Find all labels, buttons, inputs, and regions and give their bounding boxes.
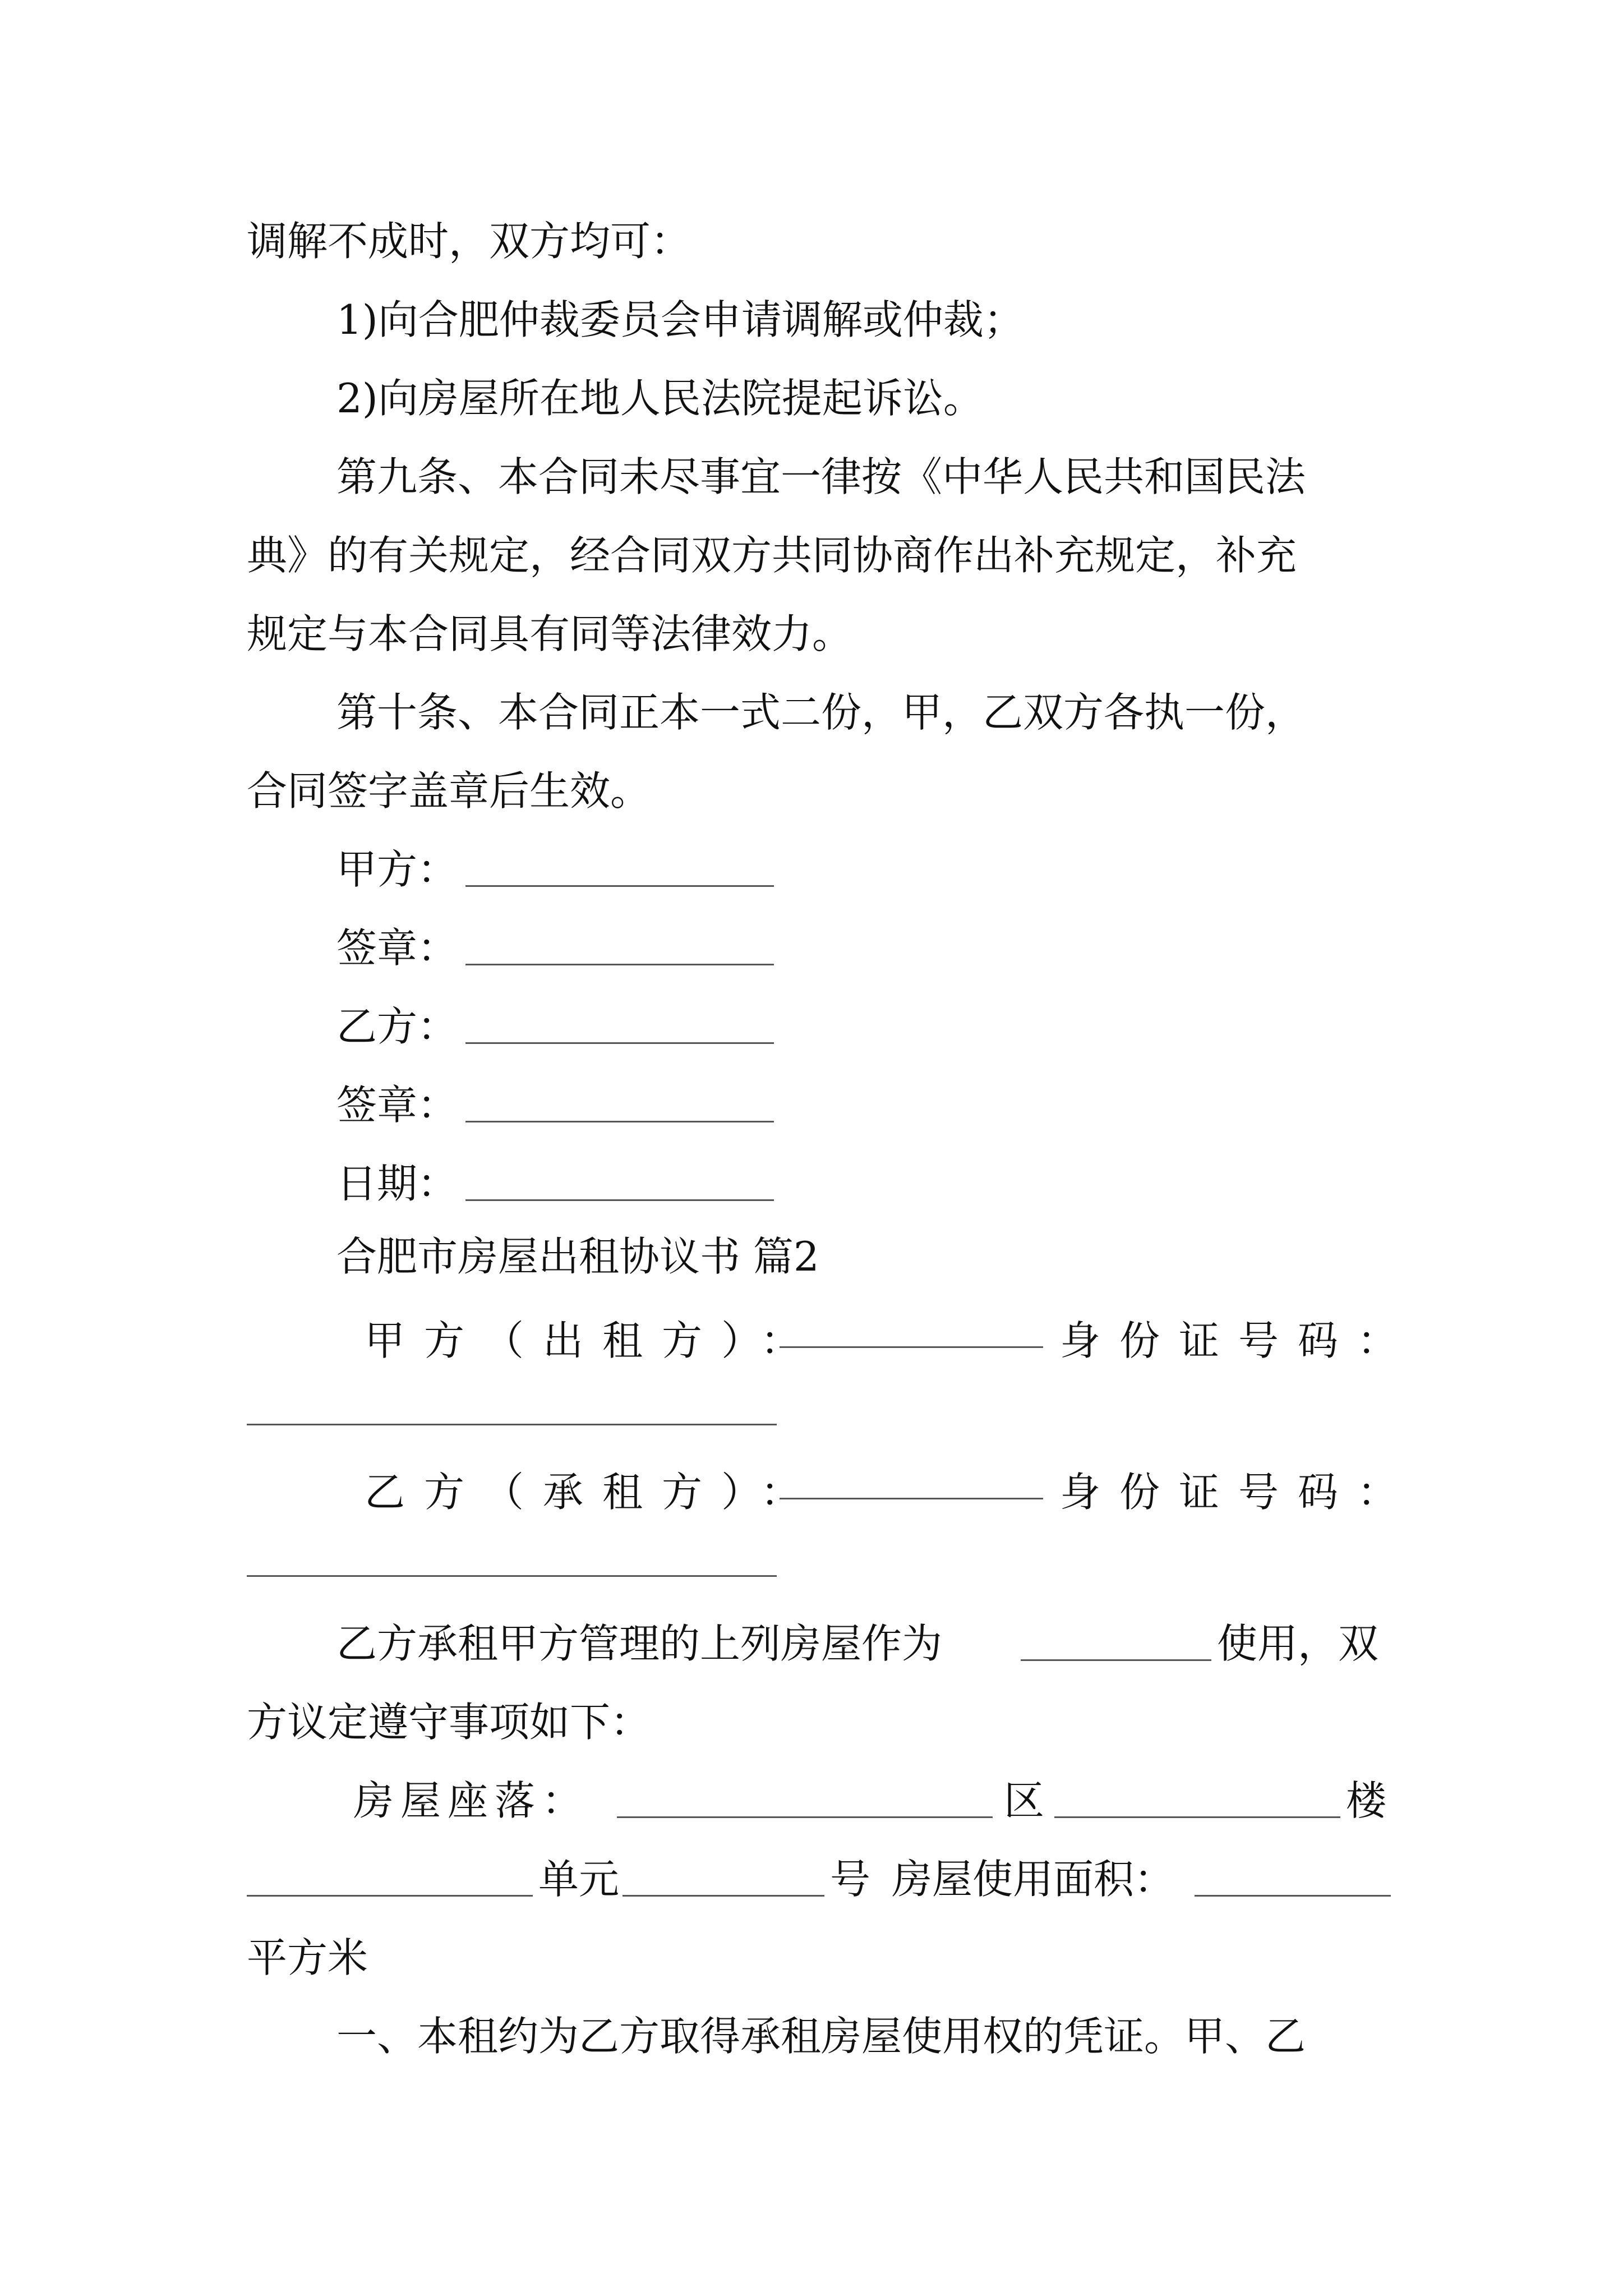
- seal-a-label: 签章：: [336, 924, 458, 972]
- building-blank: [247, 1895, 533, 1897]
- area-label: 房屋使用面积：: [892, 1856, 1175, 1903]
- paragraph-arbitration: 1)向合肥仲裁委员会申请调解或仲裁；: [336, 296, 1024, 343]
- section-heading: 合肥市房屋出租协议书 篇2: [336, 1233, 819, 1280]
- unit-label: 单元: [538, 1856, 620, 1903]
- id-number-a-label: 身份证号码：: [1060, 1317, 1417, 1364]
- id-number-b-label: 身份证号码：: [1060, 1469, 1417, 1516]
- article-9-line-2: 典》的有关规定，经合同双方共同协商作出补充规定，补充: [247, 532, 1297, 579]
- lessor-label: 甲方（出租方）：: [365, 1317, 820, 1364]
- usage-line-2: 方议定遵守事项如下：: [247, 1699, 651, 1746]
- seal-b-blank: [465, 1121, 774, 1122]
- seal-b-label: 签章：: [336, 1082, 458, 1129]
- id-number-b-blank: [247, 1575, 777, 1577]
- usage-line-1-end: 使用，双: [1217, 1620, 1379, 1667]
- article-9-line-1: 第九条、本合同未尽事宜一律按《中华人民共和国民法: [336, 453, 1306, 500]
- area-blank: [1195, 1895, 1391, 1897]
- article-10-line-1: 第十条、本合同正本一式二份，甲，乙双方各执一份，: [336, 689, 1306, 736]
- location-label: 房屋座落：: [353, 1777, 589, 1824]
- date-blank: [465, 1199, 774, 1201]
- seal-a-blank: [465, 964, 774, 965]
- party-a-label: 甲方：: [336, 846, 458, 893]
- usage-line-1-start: 乙方承租甲方管理的上列房屋作为: [336, 1620, 943, 1667]
- area-unit: 平方米: [247, 1934, 368, 1981]
- party-b-blank: [465, 1042, 774, 1044]
- location-blank: [617, 1816, 993, 1818]
- lessee-label: 乙方（承租方）：: [365, 1469, 820, 1516]
- paragraph-lawsuit: 2)向房屋所在地人民法院提起诉讼。: [336, 375, 984, 422]
- district-label: 区: [1004, 1777, 1045, 1824]
- paragraph-mediation: 调解不成时，双方均可：: [247, 218, 691, 265]
- unit-blank: [623, 1895, 824, 1897]
- article-10-line-2: 合同签字盖章后生效。: [247, 767, 651, 815]
- party-b-label: 乙方：: [336, 1003, 458, 1050]
- date-label: 日期：: [336, 1160, 458, 1207]
- building-label: 楼: [1346, 1777, 1387, 1824]
- clause-1: 一、本租约为乙方取得承租房屋使用权的凭证。甲、乙: [336, 2013, 1306, 2060]
- id-number-a-blank: [247, 1424, 777, 1425]
- lessor-blank: [780, 1346, 1043, 1348]
- article-9-line-3: 规定与本合同具有同等法律效力。: [247, 610, 853, 657]
- party-a-blank: [465, 885, 774, 887]
- lessee-blank: [780, 1498, 1043, 1499]
- district-blank: [1054, 1816, 1340, 1818]
- usage-blank: [1021, 1659, 1211, 1661]
- number-label: 号: [830, 1856, 871, 1903]
